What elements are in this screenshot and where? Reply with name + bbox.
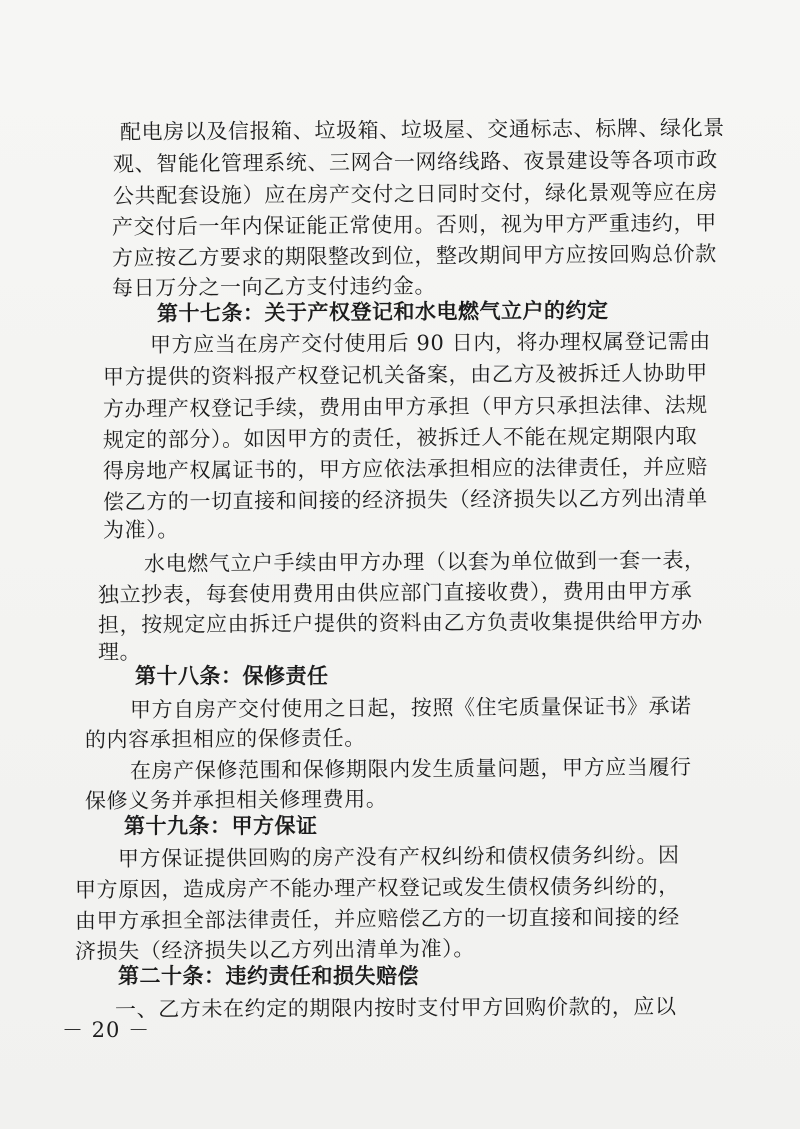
article-18-heading: 第十八条：保修责任 [135,664,329,688]
body-line: 每日万分之一向乙方支付违约金。 [111,273,437,301]
article-17-heading: 第十七条：关于产权登记和水电燃气立户的约定 [156,298,609,326]
article-20-heading: 第二十条：违约责任和损失赔偿 [118,964,419,988]
body-line: 济损失（经济损失以乙方列出清单为准）。 [74,936,475,964]
body-line: 甲方保证提供回购的房产没有产权纠纷和债权债务纠纷。因 [117,843,680,871]
body-line: 甲方提供的资料报产权登记机关备案，由乙方及被拆迁人协助甲 [102,360,708,390]
body-line: 独立抄表，每套使用费用由供应部门直接收费），费用由甲方承 [97,578,693,608]
body-line: 在房产保修范围和保修期限内发生质量问题，甲方应当履行 [129,755,692,783]
body-line: 公共配套设施）应在房产交付之日同时交付，绿化景观等应在房 [112,179,718,209]
body-line: 方办理产权登记手续，费用由甲方承担（甲方只承担法律、法规 [102,392,708,422]
body-line: 由甲方承担全部法律责任，并应赔偿乙方的一切直接和间接的经 [74,904,680,934]
body-line: 为准）。 [102,517,179,543]
body-line: 偿乙方的一切直接和间接的经济损失（经济损失以乙方列出清单 [102,485,708,515]
body-line: 配电房以及信报箱、垃圾箱、垃圾屋、交通标志、标牌、绿化景 [119,115,725,145]
body-line: 甲方应当在房产交付使用后 90 日内，将办理权属登记需由 [149,329,711,357]
body-line: 方应按乙方要求的期限整改到位，整改期间甲方应按回购总价款 [111,241,717,271]
body-line: 的内容承担相应的保修责任。 [84,726,366,752]
body-line: 甲方原因，造成房产不能办理产权登记或发生债权债务纠纷的， [74,873,680,903]
body-line: 观、智能化管理系统、三网合一网络线路、夜景建设等各项市政 [112,147,718,177]
body-line: 规定的部分）。如因甲方的责任，被拆迁人不能在规定期限内取 [102,423,698,453]
body-line: 一、乙方未在约定的期限内按时支付甲方回购价款的，应以 [114,994,677,1022]
body-line: 甲方自房产交付使用之日起，按照《住宅质量保证书》承诺 [129,694,692,722]
body-line: 产交付后一年内保证能正常使用。否则，视为甲方严重违约，甲 [111,210,717,240]
page-number: － 20 － [62,1018,151,1042]
body-line: 水电燃气立户手续由甲方办理（以套为单位做到一套一表， [143,548,706,576]
body-line: 担，按规定应由拆迁户提供的资料由乙方负责收集提供给甲方办 [97,608,703,638]
body-line: 保修义务并承担相关修理费用。 [84,786,388,814]
body-line: 得房地产权属证书的，甲方应依法承担相应的法律责任，并应赔 [102,454,708,484]
article-19-heading: 第十九条：甲方保证 [124,814,318,838]
body-line: 理。 [97,639,142,665]
